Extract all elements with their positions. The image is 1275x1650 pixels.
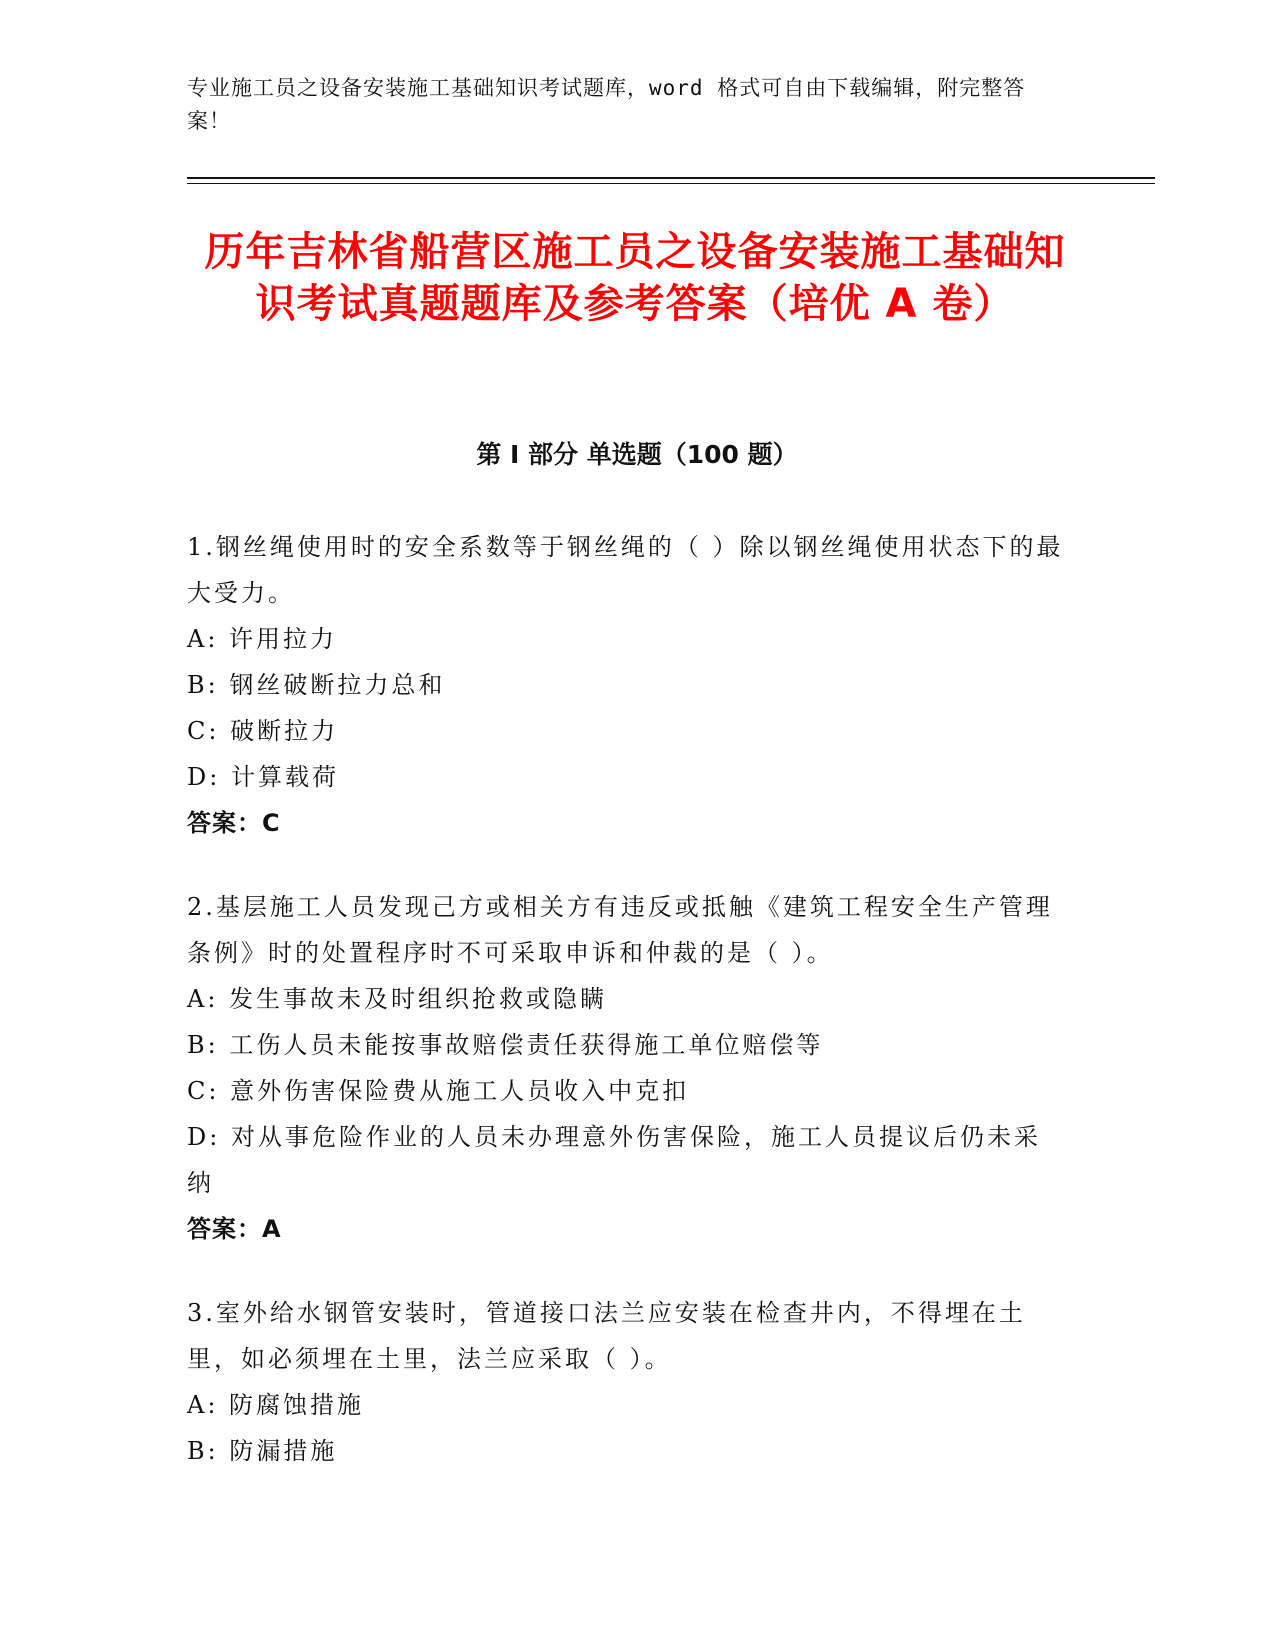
section-title: 第 I 部分 单选题（100 题） — [476, 440, 798, 469]
header-divider-thin — [187, 183, 1155, 184]
option-d: D: 计算载荷 — [187, 763, 339, 791]
question-stem: 2.基层施工人员发现己方或相关方有违反或抵触《建筑工程安全生产管理条例》时的处置程序时不可采取申诉和仲裁的是（ ）。 — [187, 893, 1053, 967]
answer: 答案：A — [187, 1215, 282, 1243]
option-b: B: 钢丝破断拉力总和 — [187, 671, 446, 699]
option-c: C: 意外伤害保险费从施工人员收入中克扣 — [187, 1077, 690, 1105]
question-1 — [187, 524, 1067, 846]
answer: 答案：C — [187, 809, 281, 837]
option-a: A: 发生事故未及时组织抢救或隐瞒 — [187, 985, 608, 1013]
option-a: A: 许用拉力 — [187, 625, 338, 653]
option-b: B: 防漏措施 — [187, 1437, 338, 1465]
header-note: 专业施工员之设备安装施工基础知识考试题库，word 格式可自由下载编辑，附完整答案！ — [187, 76, 1026, 133]
header-divider-thick — [187, 177, 1155, 179]
question-2 — [187, 884, 1067, 1252]
option-c: C: 破断拉力 — [187, 717, 339, 745]
option-d: D: 对从事危险作业的人员未办理意外伤害保险，施工人员提议后仍未采纳 — [187, 1123, 1041, 1197]
document-title: 历年吉林省船营区施工员之设备安装施工基础知识考试真题题库及参考答案（培优 A 卷） — [204, 229, 1066, 327]
question-stem: 1.钢丝绳使用时的安全系数等于钢丝绳的（ ）除以钢丝绳使用状态下的最大受力。 — [187, 533, 1064, 607]
question-stem: 3.室外给水钢管安装时，管道接口法兰应安装在检查井内，不得埋在土里，如必须埋在土里，法兰应采取（ ）。 — [187, 1299, 1026, 1373]
option-b: B: 工伤人员未能按事故赔偿责任获得施工单位赔偿等 — [187, 1031, 824, 1059]
option-a: A: 防腐蚀措施 — [187, 1391, 365, 1419]
question-3 — [187, 1290, 1067, 1474]
